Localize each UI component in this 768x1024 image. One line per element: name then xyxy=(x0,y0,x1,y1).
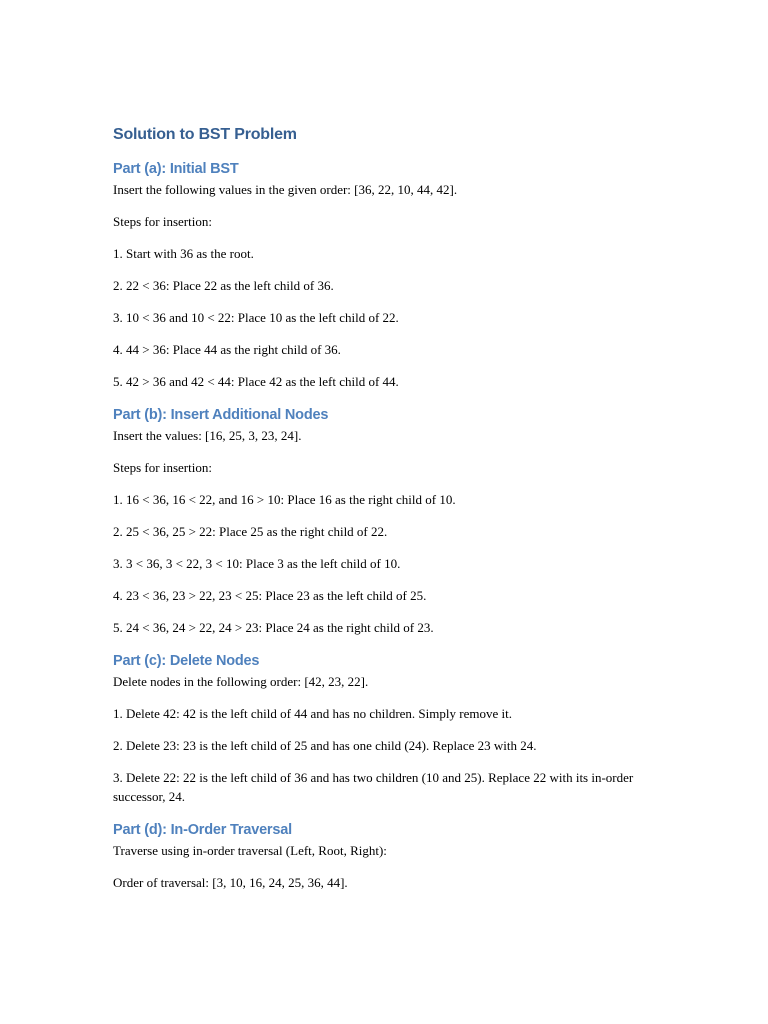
paragraph: Steps for insertion: xyxy=(113,460,212,475)
document-page xyxy=(113,124,658,905)
list-item: 2. 22 < 36: Place 22 as the left child of 36. xyxy=(113,278,334,293)
list-item: 1. Start with 36 as the root. xyxy=(113,246,254,261)
list-item: 3. Delete 22: 22 is the left child of 36 and has two children (10 and 25). Replace 22 with its in-order successor, 24. xyxy=(113,770,634,804)
section-heading: Part (a): Initial BST xyxy=(113,161,239,177)
section-part-b xyxy=(113,405,658,637)
document-title: Solution to BST Problem xyxy=(113,126,297,143)
paragraph: Insert the following values in the given order: [36, 22, 10, 44, 42]. xyxy=(113,182,458,197)
list-item: 5. 42 > 36 and 42 < 44: Place 42 as the left child of 44. xyxy=(113,374,399,389)
section-heading: Part (b): Insert Additional Nodes xyxy=(113,407,329,423)
list-item: 2. Delete 23: 23 is the left child of 25 and has one child (24). Replace 23 with 24. xyxy=(113,738,537,753)
paragraph: Delete nodes in the following order: [42, 23, 22]. xyxy=(113,674,369,689)
section-part-c xyxy=(113,651,658,806)
list-item: 1. 16 < 36, 16 < 22, and 16 > 10: Place 16 as the right child of 10. xyxy=(113,492,456,507)
paragraph: Order of traversal: [3, 10, 16, 24, 25, 36, 44]. xyxy=(113,875,348,890)
paragraph: Insert the values: [16, 25, 3, 23, 24]. xyxy=(113,428,302,443)
list-item: 4. 44 > 36: Place 44 as the right child of 36. xyxy=(113,342,341,357)
paragraph: Steps for insertion: xyxy=(113,214,212,229)
list-item: 3. 3 < 36, 3 < 22, 3 < 10: Place 3 as the left child of 10. xyxy=(113,556,401,571)
section-heading: Part (d): In-Order Traversal xyxy=(113,822,292,838)
list-item: 2. 25 < 36, 25 > 22: Place 25 as the right child of 22. xyxy=(113,524,388,539)
list-item: 1. Delete 42: 42 is the left child of 44 and has no children. Simply remove it. xyxy=(113,706,512,721)
paragraph: Traverse using in-order traversal (Left, Root, Right): xyxy=(113,843,387,858)
list-item: 5. 24 < 36, 24 > 22, 24 > 23: Place 24 as the right child of 23. xyxy=(113,620,434,635)
list-item: 4. 23 < 36, 23 > 22, 23 < 25: Place 23 as the left child of 25. xyxy=(113,588,427,603)
section-part-a xyxy=(113,159,658,391)
list-item: 3. 10 < 36 and 10 < 22: Place 10 as the left child of 22. xyxy=(113,310,399,325)
section-part-d xyxy=(113,820,658,892)
section-heading: Part (c): Delete Nodes xyxy=(113,653,260,669)
